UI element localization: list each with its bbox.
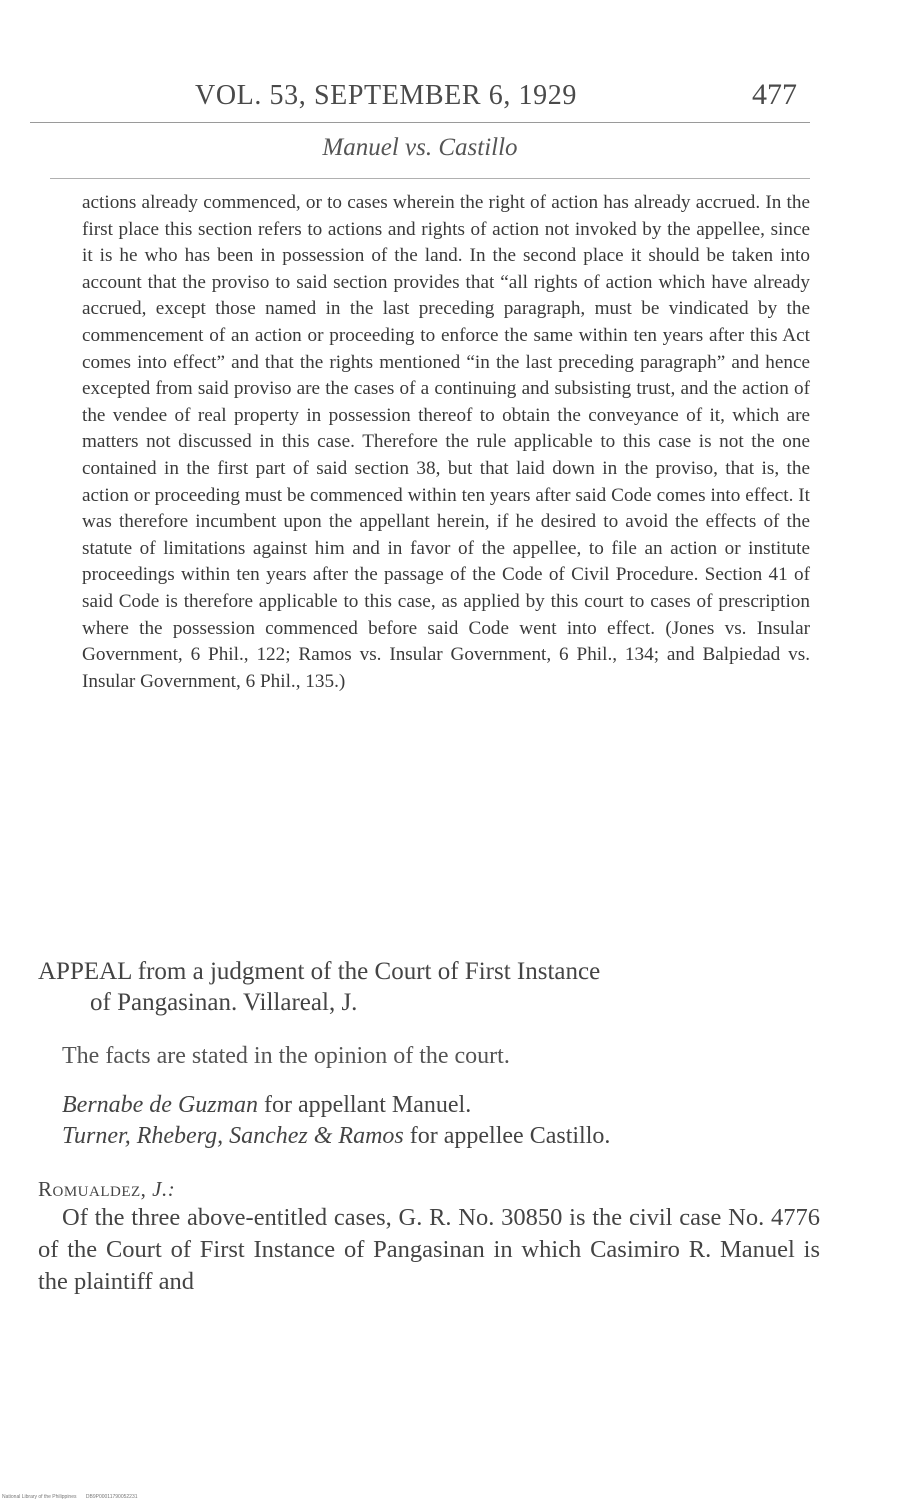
running-head: VOL. 53, SEPTEMBER 6, 1929 bbox=[195, 80, 577, 111]
counsel-appellee bbox=[62, 1121, 842, 1152]
ponente-name: Romualdez, bbox=[38, 1177, 147, 1201]
syllabus-text: actions already commenced, or to cases wherein the right of action has already accrued. In the first place this section refers to actions and rights of action not invoked by the appellee, since it is he who has been in possession of the land. In the second place it should be taken into account that the proviso to said section provides that “all rights of action which have already accrued, except those named in the last preceding paragraph, must be vindicated by the commencement of an action or proceeding to enforce the same within ten years after this Act comes into effect” and that the rights mentioned “in the last preceding paragraph” and hence excepted from said proviso are the cases of a continuing and subsisting trust, and the action of the vendee of real property in possession thereof to obtain the conveyance of it, which are matters not discussed in this case. Therefore the rule applicable to this case is not the one contained in the first part of said section 38, but that laid down in the proviso, that is, the action or proceeding must be commenced within ten years after said Code comes into effect. It was therefore incumbent upon the appellant herein, if he desired to avoid the effects of the statute of limitations against him and in favor of the appellee, to file an action or institute proceedings within ten years after the passage of the Code of Civil Procedure. Section 41 of said Code is therefore applicable to this case, as applied by this court to cases of prescription where the possession commenced before said Code went into effect. (Jones vs. Insular Government, 6 Phil., 122; Ramos vs. Insular Government, 6 Phil., 134; and Balpiedad vs. Insular Government, 6 Phil., 135.) bbox=[82, 192, 810, 692]
footer-doc-id: DB9P00011790052231 bbox=[85, 1494, 138, 1500]
footer-library: National Library of the Philippines bbox=[2, 1494, 77, 1500]
counsel-appellant-names: Bernabe de Guzman bbox=[62, 1092, 258, 1118]
appeal-line-1: APPEAL from a judgment of the Court of First Instance bbox=[38, 958, 601, 985]
scan-footer bbox=[2, 1494, 146, 1500]
case-title: Manuel vs. Castillo bbox=[322, 134, 518, 161]
ponente-title: J.: bbox=[146, 1177, 176, 1201]
syllabus-paragraph bbox=[82, 190, 810, 695]
case-title-rule bbox=[50, 178, 810, 179]
counsel-appellant bbox=[62, 1090, 842, 1121]
counsel-appellant-role: for appellant Manuel. bbox=[257, 1092, 472, 1118]
counsel-block bbox=[62, 1090, 842, 1152]
ponente bbox=[38, 1177, 175, 1202]
counsel-appellee-names: Turner, Rheberg, Sanchez & Ramos bbox=[62, 1123, 404, 1149]
appeal-statement bbox=[38, 956, 818, 1018]
page-number: 477 bbox=[752, 78, 797, 111]
header-rule bbox=[30, 122, 810, 123]
opinion-opening-paragraph: Of the three above-entitled cases, G. R. No. 30850 is the civil case No. 4776 of the Court of First Instance of Pangasinan in which Casimiro R. Manuel is the plaintiff and bbox=[38, 1204, 820, 1295]
facts-statement: The facts are stated in the opinion of the court. bbox=[62, 1043, 510, 1069]
counsel-appellee-role: for appellee Castillo. bbox=[403, 1123, 611, 1149]
appeal-line-2: of Pangasinan. Villareal, J. bbox=[90, 989, 358, 1016]
